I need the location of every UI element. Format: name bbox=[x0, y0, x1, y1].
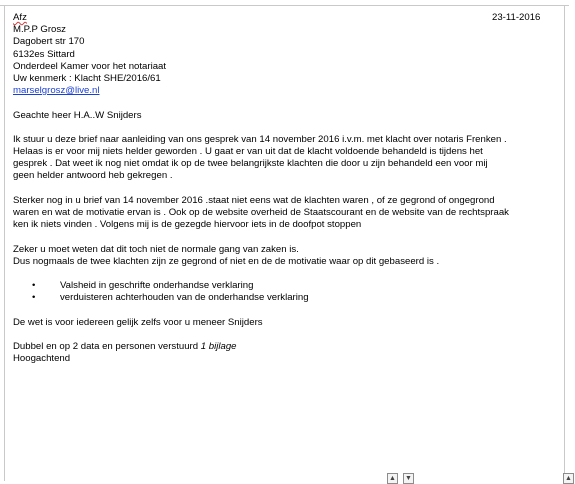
sender-name: M.P.P Grosz bbox=[13, 24, 66, 36]
page-left-border bbox=[4, 5, 5, 481]
attachment-note: 1 bijlage bbox=[200, 341, 237, 353]
paragraph2-line: Sterker nog in u brief van 14 november 2016 .staat niet eens wat de klachten waren , of ze gegrond of ongegrond bbox=[13, 194, 495, 206]
blank-line bbox=[13, 183, 558, 195]
blank-line bbox=[13, 97, 558, 109]
reference: Uw kenmerk : Klacht SHE/2016/61 bbox=[13, 72, 161, 84]
scroll-down-button[interactable]: ▼ bbox=[403, 473, 414, 484]
closing: Hoogachtend bbox=[13, 353, 71, 365]
bullet-text: verduisteren achterhouden van de onderhandse verklaring bbox=[60, 292, 309, 304]
paragraph3-line: Dus nogmaals de twee klachten zijn ze gegrond of niet en de de motivatie waar op dit gebaseerd is . bbox=[13, 255, 440, 267]
sent-prefix: Dubbel en op 2 data en personen verstuurd bbox=[13, 341, 201, 353]
paragraph1-line: gesprek . Dat weet ik nog niet omdat ik op de twee belangrijkste klachten die door u zijn behandeld een voor mij bbox=[13, 158, 488, 170]
blank-line bbox=[13, 305, 558, 317]
salutation: Geachte heer H.A..W Snijders bbox=[13, 109, 142, 121]
blank-line bbox=[13, 231, 558, 243]
paragraph1-line: geen helder antwoord heb gekregen . bbox=[13, 170, 173, 182]
paragraph1-line: Ik stuur u deze brief naar aanleiding van ons gesprek van 14 november 2016 i.v.m. met klacht over notaris Frenken . bbox=[13, 133, 507, 145]
email-line bbox=[13, 85, 558, 97]
bullet-item bbox=[13, 292, 558, 304]
scroll-up-button[interactable]: ▲ bbox=[387, 473, 398, 484]
paragraph3-line: Zeker u moet weten dat dit toch niet de normale gang van zaken is. bbox=[13, 243, 299, 255]
department: Onderdeel Kamer voor het notariaat bbox=[13, 60, 167, 72]
bullet-icon: • bbox=[32, 292, 36, 304]
sender-postal-city: 6132es Sittard bbox=[13, 48, 75, 60]
paragraph2-line: waren en wat de motivatie ervan is . Ook op de website overheid de Staatscourant en de website van de rechtspraak bbox=[13, 207, 509, 218]
paragraph2-line: ken ik niets vinden . Volgens mij is de gezegde hiervoor iets in de doofpot stoppen bbox=[13, 219, 362, 231]
sender-initials: Afz bbox=[13, 12, 27, 23]
blank-line bbox=[13, 329, 558, 341]
bullet-icon: • bbox=[32, 280, 36, 292]
page-right-border bbox=[564, 5, 565, 481]
page-top-border bbox=[0, 5, 569, 6]
bullet-item bbox=[13, 280, 558, 292]
letter-body[interactable] bbox=[13, 12, 558, 365]
sender-initials-line bbox=[13, 12, 558, 24]
email-link[interactable]: marselgrosz@live.nl bbox=[13, 85, 100, 97]
bullet-text: Valsheid in geschrifte onderhandse verklaring bbox=[60, 280, 254, 292]
sent-note bbox=[13, 341, 558, 353]
blank-line bbox=[13, 122, 558, 134]
closing-statement: De wet is voor iedereen gelijk zelfs voor u meneer Snijders bbox=[13, 316, 263, 328]
letter-date: 23-11-2016 bbox=[492, 12, 541, 23]
sender-street: Dagobert str 170 bbox=[13, 36, 85, 48]
blank-line bbox=[13, 268, 558, 280]
scroll-corner-button[interactable]: ▲ bbox=[563, 473, 574, 484]
paragraph1-line: Helaas is er voor mij niets helder geworden . U gaat er van uit dat de klacht voldoende behandeld is tijdens het bbox=[13, 146, 483, 158]
